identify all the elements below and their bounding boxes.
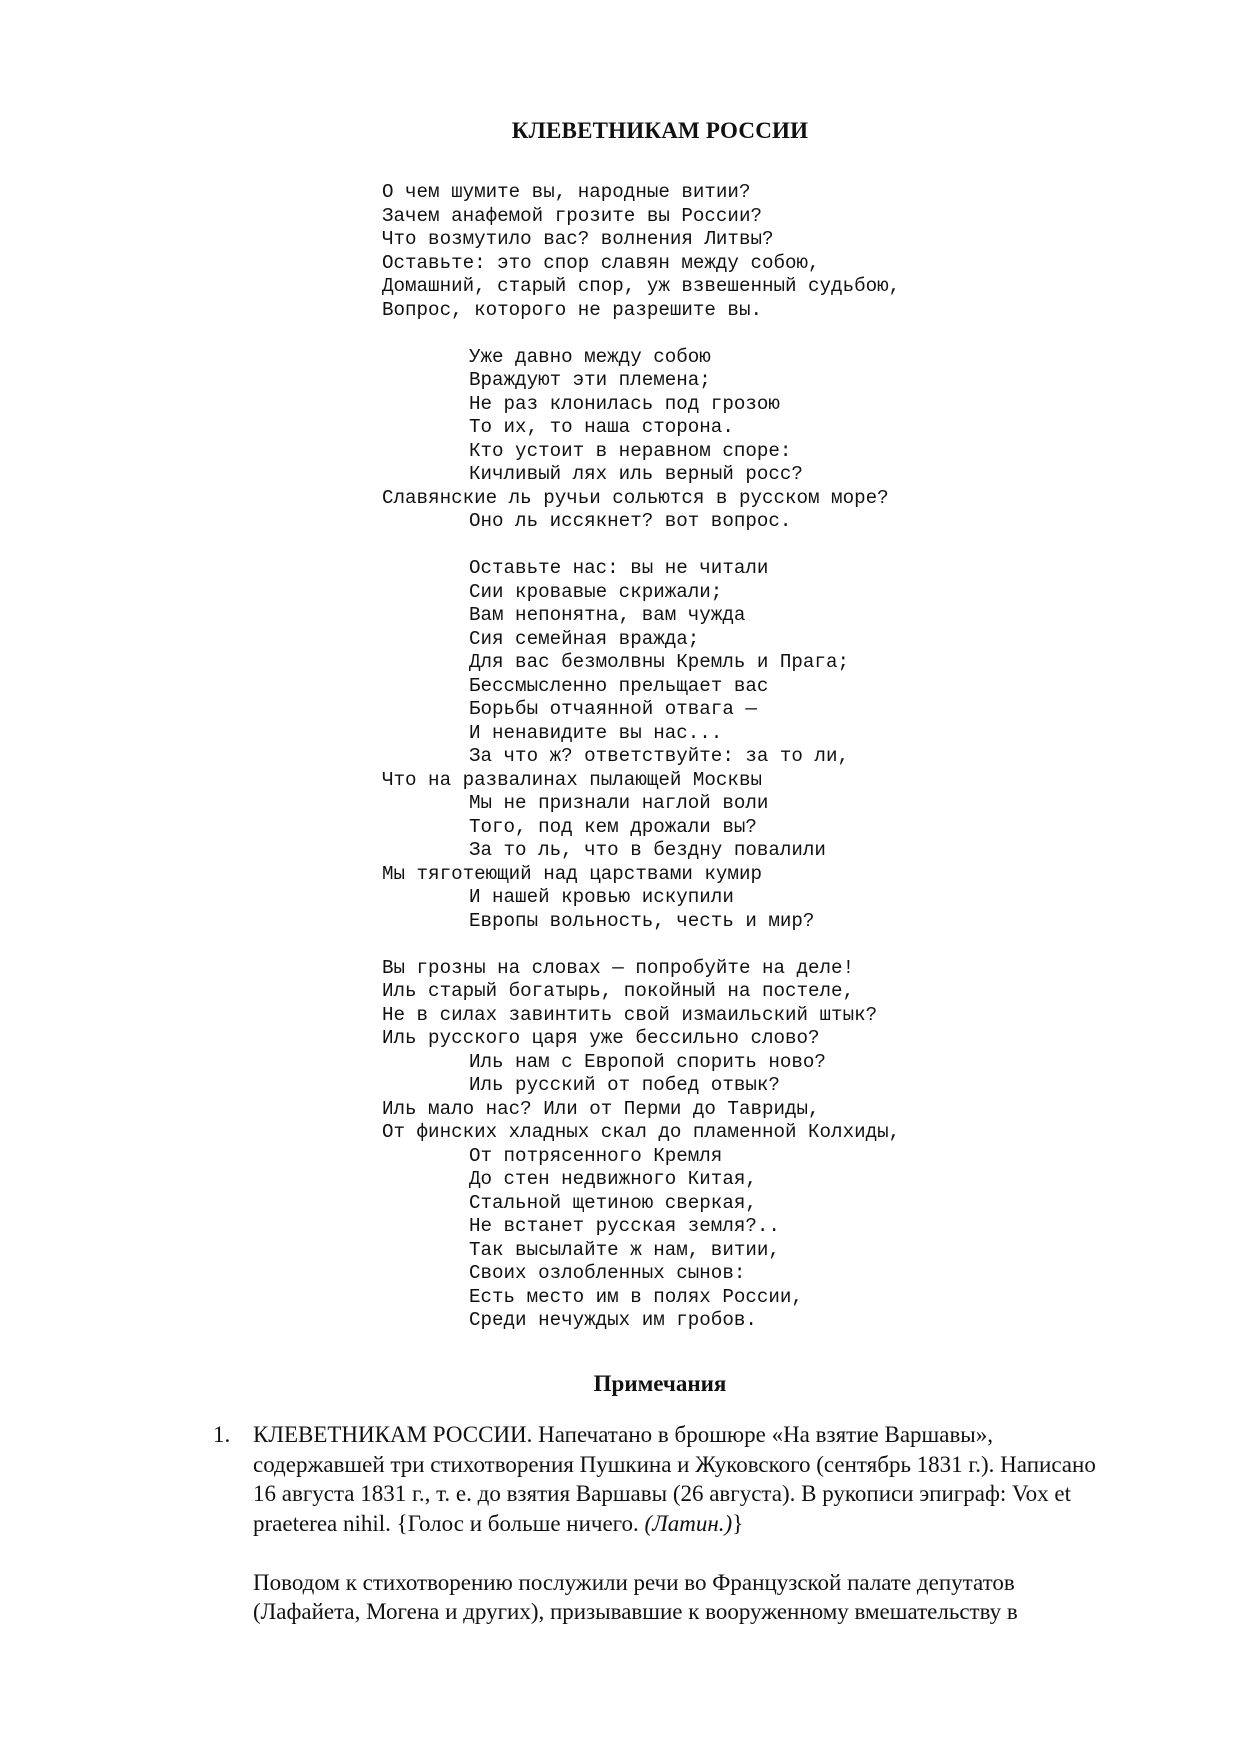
poem-line: Так высылайте ж нам, витии, (469, 1238, 780, 1261)
note-text: КЛЕВЕТНИКАМ РОССИИ. Напечатано в брошюре «На взятие Варшавы», содержавшей три стихотворения Пушкина и Жуковского (сентябрь 1831 г.). Написано 16 августа 1831 г., т. е. до взятия Варшавы (26 августа). В рукописи эпиграф: Vox et praeterea nihil. {Голос и больше ничего. (253, 1422, 1096, 1536)
poem-line: Не раз клонилась под грозою (469, 392, 780, 415)
poem-line: Славянские ль ручьи сольются в русском море? (382, 486, 889, 509)
notes-list (213, 1420, 1113, 1627)
poem-line: И нашей кровью искупили (469, 886, 734, 908)
poem-line: От потрясенного Кремля (469, 1144, 723, 1167)
poem-line: Что на развалинах пылающей Москвы (382, 768, 762, 791)
poem-stanza (382, 557, 900, 933)
poem-line: Иль мало нас? Или от Перми до Тавриды, (382, 1097, 820, 1120)
poem-line: Не в силах завинтить свой измаильский штык? (382, 1003, 878, 1026)
note-number: 1. (213, 1422, 231, 1447)
poem-line: О чем шумите вы, народные витии? (382, 181, 751, 203)
note-paragraph: Поводом к стихотворению послужили речи во Французской палате депутатов (Лафайета, Могена и других), призывавшие к вооруженному вмешательству в (253, 1569, 1018, 1624)
poem-line: Домашний, старый спор, уж взвешенный судьбою, (382, 275, 901, 297)
poem-line: Стальной щетиною сверкая, (469, 1191, 757, 1214)
poem-line: Зачем анафемой грозите вы России? (382, 204, 762, 227)
poem-line: Враждуют эти племена; (469, 369, 711, 391)
poem-line: Иль нам с Европой спорить ново? (469, 1050, 826, 1073)
poem-line: Вы грозны на словах — попробуйте на деле! (382, 956, 855, 979)
poem-line: И ненавидите вы нас... (469, 721, 723, 744)
poem-line: Мы тяготеющий над царствами кумир (382, 862, 762, 885)
poem-line: Что возмутило вас? волнения Литвы? (382, 228, 774, 250)
poem-line: Вам непонятна, вам чужда (469, 604, 746, 626)
poem-line: Бессмысленно прельщает вас (469, 674, 769, 697)
poem-line: Для вас безмолвны Кремль и Прага; (469, 651, 849, 673)
note-paragraph (253, 1420, 1113, 1538)
poem-line: Иль старый богатырь, покойный на постеле, (382, 980, 855, 1002)
poem-stanza (382, 957, 900, 1333)
poem-line: Мы не признали наглой воли (469, 792, 769, 814)
poem-line: То их, то наша сторона. (469, 416, 734, 438)
poem-title: КЛЕВЕТНИКАМ РОССИИ (511, 118, 809, 143)
poem-line: Оставьте: это спор славян между собою, (382, 251, 820, 274)
poem-line: Среди нечуждых им гробов. (469, 1309, 757, 1331)
poem-line: Кичливый лях иль верный росс? (469, 463, 803, 485)
poem-line: Иль русского царя уже бессильно слово? (382, 1027, 820, 1049)
poem-line: За что ж? ответствуйте: за то ли, (469, 745, 849, 767)
poem-line: Уже давно между собою (469, 345, 711, 368)
note-text-end: } (732, 1510, 744, 1536)
notes-heading: Примечания (593, 1371, 727, 1396)
poem-line: Своих озлобленных сынов: (469, 1262, 746, 1284)
poem-body (382, 181, 900, 1333)
poem-line: Есть место им в полях России, (469, 1285, 803, 1308)
poem-line: За то ль, что в бездну повалили (469, 839, 826, 861)
poem-line: Оно ль иссякнет? вот вопрос. (469, 510, 792, 532)
poem-line: Кто устоит в неравном споре: (469, 439, 792, 462)
poem-line: Борьбы отчаянной отвага — (469, 698, 757, 720)
poem-line: Сия семейная вражда; (469, 627, 700, 650)
poem-line: Того, под кем дрожали вы? (469, 815, 757, 838)
poem-line: Не встанет русская земля?.. (469, 1215, 780, 1237)
poem-line: От финских хладных скал до пламенной Колхиды, (382, 1121, 901, 1143)
note-item (213, 1420, 1113, 1627)
poem-line: Оставьте нас: вы не читали (469, 557, 769, 579)
poem-stanza (382, 181, 900, 322)
poem-line: Вопрос, которого не разрешите вы. (382, 298, 762, 321)
poem-line: До стен недвижного Китая, (469, 1168, 757, 1190)
poem-line: Европы вольность, честь и мир? (469, 909, 815, 932)
poem-stanza (382, 346, 900, 534)
note-italic-text: (Латин.) (644, 1510, 733, 1536)
poem-line: Сии кровавые скрижали; (469, 580, 723, 603)
poem-line: Иль русский от побед отвык? (469, 1074, 780, 1096)
